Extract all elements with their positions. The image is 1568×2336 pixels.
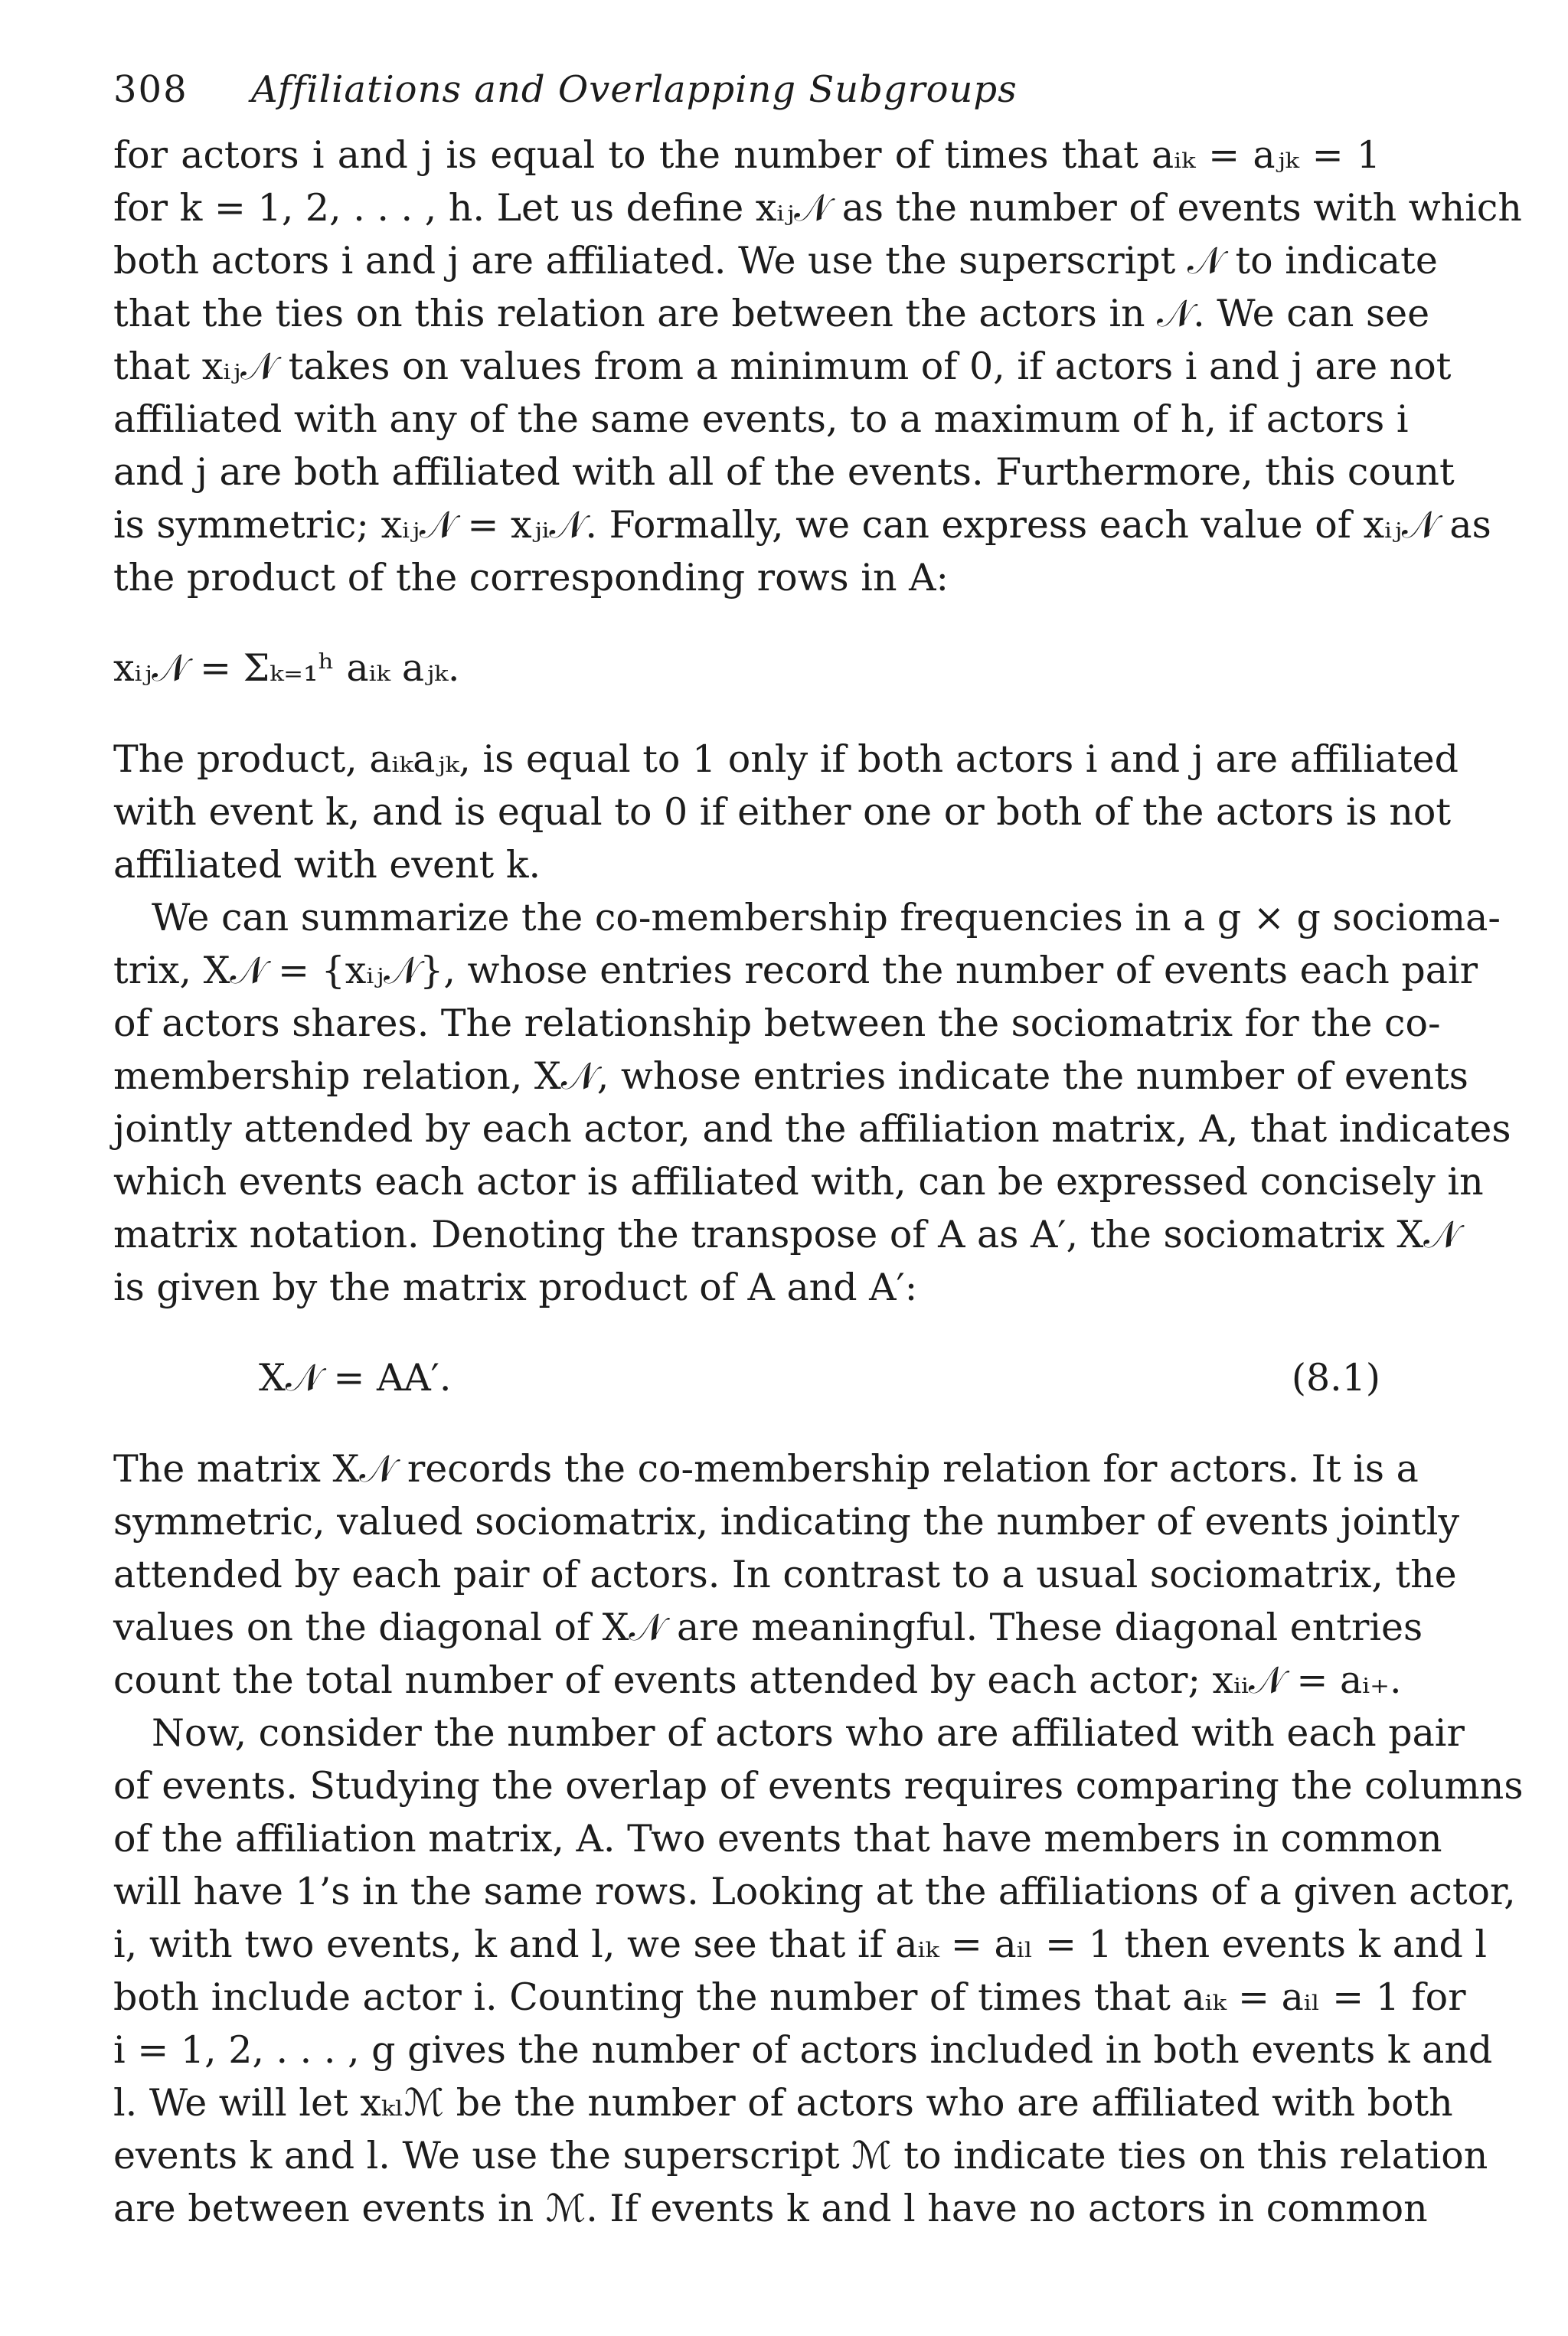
text-line: symmetric, valued sociomatrix, indicating the number of events jointly	[113, 1500, 1460, 1544]
text-line: of the affiliation matrix, A. Two events that have members in common	[113, 1817, 1442, 1861]
equation-8-1-expression: X𝒩 = AA′.	[259, 1356, 452, 1400]
text-line: i = 1, 2, . . . , g gives the number of actors included in both events k and	[113, 2028, 1493, 2072]
paragraph-3	[113, 891, 1511, 1314]
text-line: attended by each pair of actors. In contrast to a usual sociomatrix, the	[113, 1553, 1457, 1596]
text-line: affiliated with event k.	[113, 843, 541, 887]
text-line: affiliated with any of the same events, to a maximum of h, if actors i	[113, 397, 1409, 441]
text-line: will have 1’s in the same rows. Looking at the affiliations of a given actor,	[113, 1870, 1516, 1913]
text-line: the product of the corresponding rows in A:	[113, 556, 949, 600]
paragraph-4	[113, 1442, 1460, 1707]
text-line: both actors i and j are affiliated. We use the superscript 𝒩 to indicate	[113, 239, 1438, 283]
paragraph-5	[113, 1707, 1524, 2235]
running-title: Affiliations and Overlapping Subgroups	[251, 68, 1018, 111]
text-line: that the ties on this relation are between the actors in 𝒩. We can see	[113, 292, 1430, 335]
equation-sum-expression: xᵢⱼ𝒩 = Σₖ₌₁ʰ aᵢₖ aⱼₖ.	[113, 646, 460, 690]
text-line: l. We will let xₖₗℳ be the number of actors who are affiliated with both	[113, 2081, 1453, 2125]
text-line: and j are both affiliated with all of the events. Furthermore, this count	[113, 450, 1455, 494]
text-line: that xᵢⱼ𝒩 takes on values from a minimum of 0, if actors i and j are not	[113, 345, 1452, 388]
text-line: of actors shares. The relationship between the sociomatrix for the co-	[113, 1001, 1441, 1045]
text-line: both include actor i. Counting the number of times that aᵢₖ = aᵢₗ = 1 for	[113, 1975, 1466, 2019]
text-line: is symmetric; xᵢⱼ𝒩 = xⱼᵢ𝒩. Formally, we can express each value of xᵢⱼ𝒩 as	[113, 503, 1491, 547]
equation-8-1	[113, 1348, 1380, 1409]
text-line: trix, X𝒩 = {xᵢⱼ𝒩}, whose entries record the number of events each pair	[113, 949, 1478, 992]
page-header	[113, 55, 1415, 124]
body-text	[113, 129, 1524, 2235]
text-line: events k and l. We use the superscript ℳ to indicate ties on this relation	[113, 2134, 1488, 2178]
page-number: 308	[113, 68, 188, 111]
text-line: for k = 1, 2, . . . , h. Let us define xᵢⱼ𝒩 as the number of events with which	[113, 186, 1522, 230]
equation-number: (8.1)	[1291, 1356, 1380, 1400]
text-line: membership relation, X𝒩, whose entries indicate the number of events	[113, 1054, 1468, 1098]
text-line: of events. Studying the overlap of events requires comparing the columns	[113, 1764, 1524, 1808]
text-line: jointly attended by each actor, and the affiliation matrix, A, that indicates	[113, 1107, 1511, 1151]
text-line: Now, consider the number of actors who are affiliated with each pair	[152, 1711, 1465, 1755]
text-line: count the total number of events attended by each actor; xᵢᵢ𝒩 = aᵢ₊.	[113, 1658, 1402, 1702]
text-line: which events each actor is affiliated with, can be expressed concisely in	[113, 1160, 1484, 1204]
text-line: The product, aᵢₖaⱼₖ, is equal to 1 only if both actors i and j are affiliated	[113, 737, 1459, 781]
text-line: We can summarize the co-membership frequencies in a g × g socioma-	[152, 896, 1501, 939]
text-line: with event k, and is equal to 0 if either one or both of the actors is not	[113, 790, 1452, 834]
text-line: The matrix X𝒩 records the co-membership relation for actors. It is a	[113, 1447, 1419, 1491]
text-line: are between events in ℳ. If events k and l have no actors in common	[113, 2187, 1428, 2230]
paragraph-2	[113, 733, 1459, 891]
text-line: matrix notation. Denoting the transpose of A as A′, the sociomatrix X𝒩	[113, 1213, 1460, 1256]
text-line: for actors i and j is equal to the number of times that aᵢₖ = aⱼₖ = 1	[113, 133, 1380, 177]
text-line: i, with two events, k and l, we see that if aᵢₖ = aᵢₗ = 1 then events k and l	[113, 1923, 1488, 1966]
paragraph-1	[113, 129, 1522, 604]
text-line: values on the diagonal of X𝒩 are meaningful. These diagonal entries	[113, 1606, 1423, 1649]
equation-sum	[113, 638, 1380, 699]
text-line: is given by the matrix product of A and A′:	[113, 1266, 918, 1309]
